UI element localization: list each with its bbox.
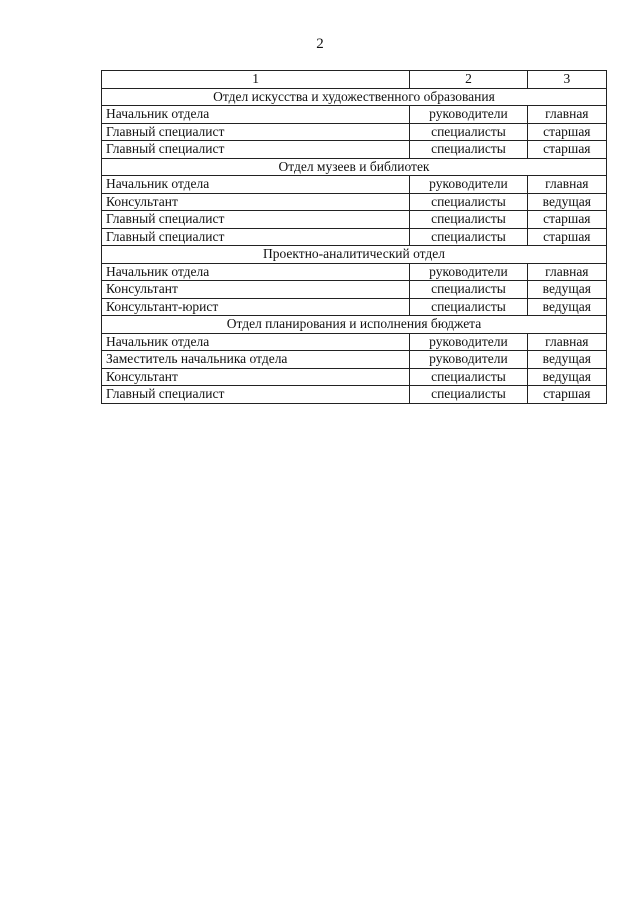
category-cell: старшая	[527, 386, 606, 404]
table-row	[102, 298, 607, 316]
group-cell: специалисты	[410, 141, 527, 159]
section-title-row	[102, 246, 607, 264]
position-cell: Начальник отдела	[102, 333, 410, 351]
table-row	[102, 368, 607, 386]
table-row	[102, 228, 607, 246]
section-title-row	[102, 158, 607, 176]
category-cell: ведущая	[527, 351, 606, 369]
group-cell: специалисты	[410, 368, 527, 386]
table-row	[102, 123, 607, 141]
staff-table-body	[102, 71, 607, 404]
group-cell: руководители	[410, 106, 527, 124]
group-cell: специалисты	[410, 298, 527, 316]
header-col-2: 2	[410, 71, 527, 89]
table-row	[102, 263, 607, 281]
section-title: Отдел планирования и исполнения бюджета	[102, 316, 607, 334]
staff-table	[101, 70, 607, 404]
position-cell: Главный специалист	[102, 211, 410, 229]
category-cell: главная	[527, 176, 606, 194]
group-cell: специалисты	[410, 193, 527, 211]
position-cell: Начальник отдела	[102, 176, 410, 194]
category-cell: старшая	[527, 228, 606, 246]
table-header-row	[102, 71, 607, 89]
category-cell: главная	[527, 106, 606, 124]
group-cell: специалисты	[410, 281, 527, 299]
section-title: Отдел искусства и художественного образования	[102, 88, 607, 106]
position-cell: Главный специалист	[102, 141, 410, 159]
position-cell: Консультант	[102, 281, 410, 299]
group-cell: руководители	[410, 176, 527, 194]
section-title-row	[102, 316, 607, 334]
category-cell: ведущая	[527, 193, 606, 211]
section-title: Отдел музеев и библиотек	[102, 158, 607, 176]
table-row	[102, 386, 607, 404]
section-title: Проектно-аналитический отдел	[102, 246, 607, 264]
group-cell: специалисты	[410, 123, 527, 141]
position-cell: Заместитель начальника отдела	[102, 351, 410, 369]
category-cell: старшая	[527, 141, 606, 159]
header-col-3: 3	[527, 71, 606, 89]
section-title-row	[102, 88, 607, 106]
position-cell: Консультант	[102, 368, 410, 386]
category-cell: старшая	[527, 123, 606, 141]
category-cell: ведущая	[527, 368, 606, 386]
position-cell: Консультант	[102, 193, 410, 211]
group-cell: специалисты	[410, 211, 527, 229]
position-cell: Начальник отдела	[102, 106, 410, 124]
category-cell: старшая	[527, 211, 606, 229]
header-col-1: 1	[102, 71, 410, 89]
page-number: 2	[316, 36, 324, 52]
position-cell: Начальник отдела	[102, 263, 410, 281]
table-row	[102, 193, 607, 211]
group-cell: руководители	[410, 263, 527, 281]
table-row	[102, 211, 607, 229]
category-cell: ведущая	[527, 281, 606, 299]
table-row	[102, 106, 607, 124]
table-row	[102, 333, 607, 351]
position-cell: Главный специалист	[102, 228, 410, 246]
table-row	[102, 281, 607, 299]
group-cell: руководители	[410, 333, 527, 351]
position-cell: Консультант-юрист	[102, 298, 410, 316]
group-cell: руководители	[410, 351, 527, 369]
group-cell: специалисты	[410, 386, 527, 404]
group-cell: специалисты	[410, 228, 527, 246]
category-cell: ведущая	[527, 298, 606, 316]
table-row	[102, 141, 607, 159]
category-cell: главная	[527, 263, 606, 281]
position-cell: Главный специалист	[102, 386, 410, 404]
table-row	[102, 351, 607, 369]
table-row	[102, 176, 607, 194]
position-cell: Главный специалист	[102, 123, 410, 141]
category-cell: главная	[527, 333, 606, 351]
